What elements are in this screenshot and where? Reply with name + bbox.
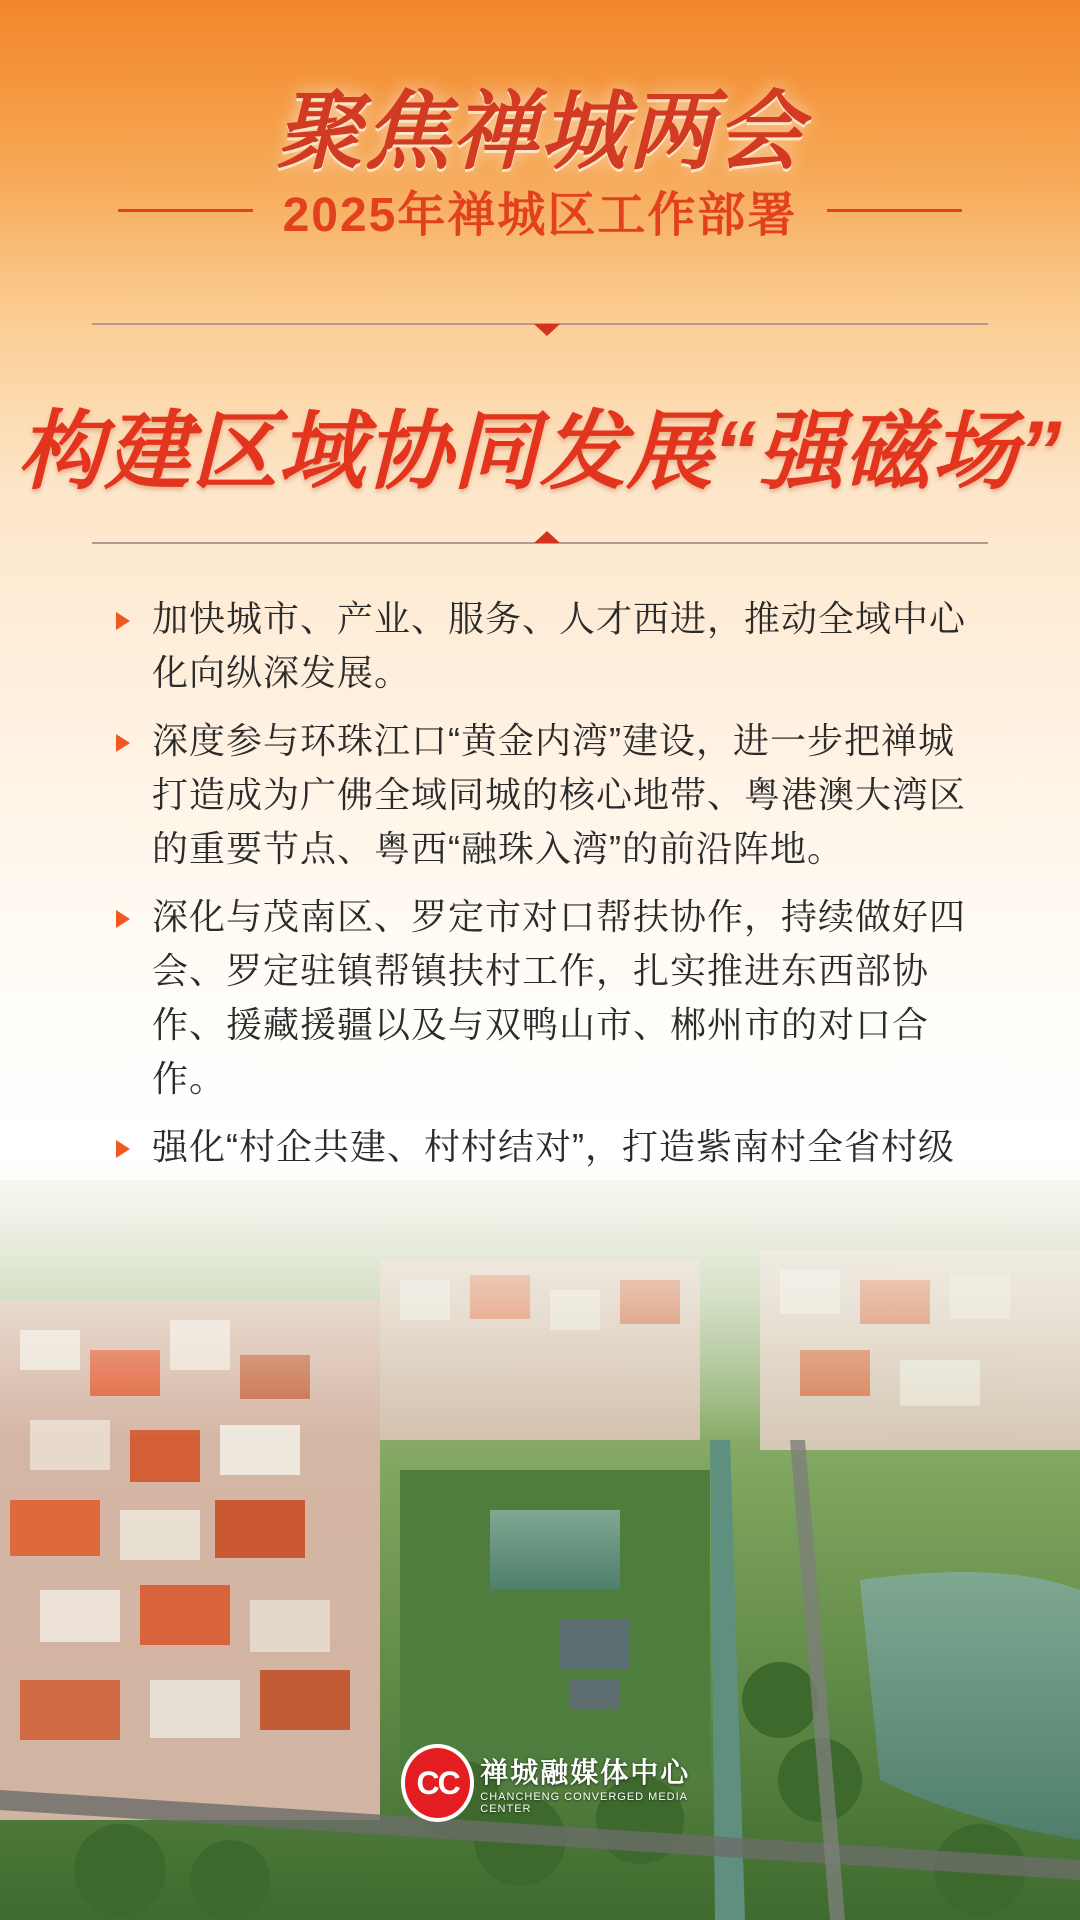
bullet-arrow-icon <box>116 612 130 630</box>
logo <box>405 1748 725 1818</box>
bullet-arrow-icon <box>116 1140 130 1158</box>
bullet-text: 深度参与环珠江口“黄金内湾”建设，进一步把禅城打造成为广佛全域同城的核心地带、粤港澳大湾区的重要节点、粤西“融珠入湾”的前沿阵地。 <box>152 720 967 869</box>
list-item <box>116 890 966 1106</box>
logo-texts <box>480 1751 725 1815</box>
subtitle-left-rule <box>118 209 253 212</box>
logo-mark: CC <box>405 1748 470 1818</box>
calligraphy-title: 聚焦禅城两会 <box>276 81 804 182</box>
bullet-text: 强化“村企共建、村村结对”，打造紫南村全省村级 <box>152 1126 955 1167</box>
logo-name: 禅城融媒体中心 <box>480 1757 691 1788</box>
logo-english: CHANCHENG CONVERGED MEDIA CENTER <box>480 1791 688 1815</box>
bullet-list <box>116 592 966 1242</box>
bullet-arrow-icon <box>116 910 130 928</box>
subtitle: 2025年禅城区工作部署 <box>282 188 798 242</box>
main-title: 构建区域协同发展“强磁场” <box>17 404 1063 500</box>
list-item <box>116 592 966 700</box>
header <box>0 0 1080 300</box>
bullet-arrow-icon <box>116 734 130 752</box>
divider-top <box>92 323 988 325</box>
list-item <box>116 714 966 876</box>
divider-down-triangle-icon <box>534 324 560 336</box>
subtitle-right-rule <box>827 209 962 212</box>
divider-bottom <box>92 542 988 544</box>
subtitle-row <box>0 178 1080 242</box>
divider-up-triangle-icon <box>534 531 560 543</box>
bullet-text: 深化与茂南区、罗定市对口帮扶协作，持续做好四会、罗定驻镇帮镇扶村工作，扎实推进东西部协作、援藏援疆以及与双鸭山市、郴州市的对口合作。 <box>152 896 967 1099</box>
bullet-text: 加快城市、产业、服务、人才西进，推动全域中心化向纵深发展。 <box>152 598 967 693</box>
